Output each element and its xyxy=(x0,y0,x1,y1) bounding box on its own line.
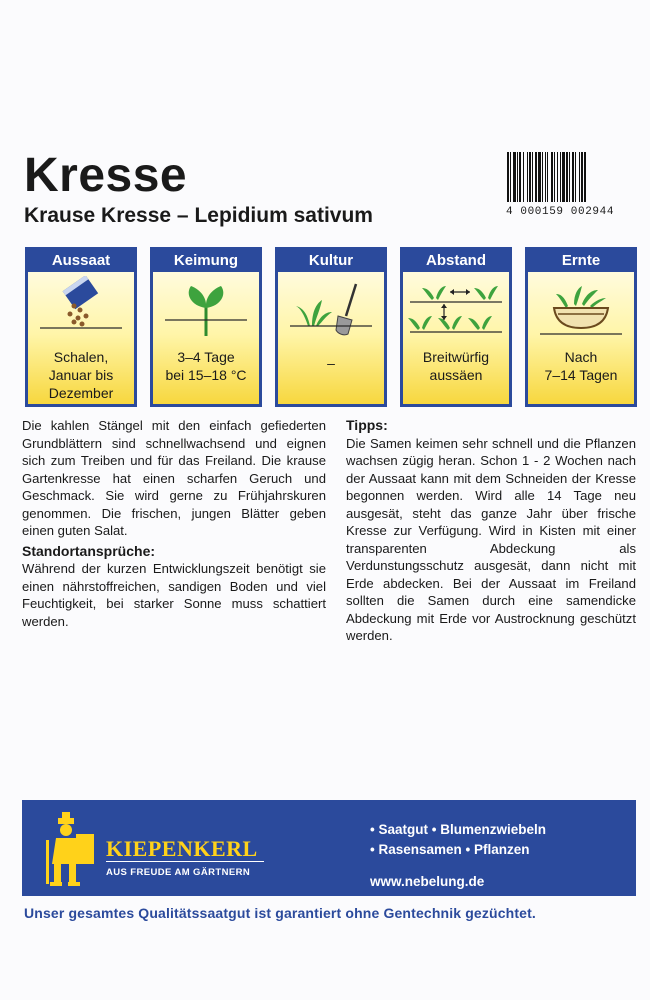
plant-spade-icon xyxy=(278,272,384,344)
card-ernte xyxy=(525,247,637,407)
card-label: Abstand xyxy=(403,250,509,272)
brand-banner xyxy=(22,800,636,896)
page-title: Kresse xyxy=(24,149,188,202)
kiepenkerl-mascot-icon xyxy=(44,812,102,888)
website-link[interactable]: www.nebelung.de xyxy=(370,874,485,889)
card-label: Kultur xyxy=(278,250,384,272)
harvest-bowl-icon xyxy=(528,272,634,344)
barcode xyxy=(506,152,628,216)
brand-name: KIEPENKERL xyxy=(106,836,258,861)
card-label: Aussaat xyxy=(28,250,134,272)
card-text: Nach 7–14 Tagen xyxy=(544,349,618,383)
location-heading: Standortansprüche: xyxy=(22,542,156,559)
page-subtitle: Krause Kresse – Lepidium sativum xyxy=(24,204,373,227)
card-text: – xyxy=(327,355,335,371)
links-line-1: • Saatgut • Blumenzwiebeln xyxy=(370,822,546,837)
plant-spacing-icon xyxy=(403,272,509,344)
barcode-number: 4 000159 002944 xyxy=(506,206,615,218)
card-text: 3–4 Tage bei 15–18 °C xyxy=(165,349,247,383)
product-links xyxy=(370,820,546,892)
description-column xyxy=(22,417,326,630)
links-line-2: • Rasensamen • Pflanzen xyxy=(370,842,530,857)
description-intro: Die kahlen Stängel mit den einfach gefiederten Grundblättern sind schnellwachsend und eignen sich zum Treiben und für das Freiland. Die krause Gartenkresse hat einen scharfen Geruch und Geschmack. Sie wird gerne zu Frühjahrskuren genommen. Die frischen, jungen Blätter geben einen guten Salat. xyxy=(22,418,326,538)
seed-packet-icon xyxy=(28,272,134,344)
card-kultur xyxy=(275,247,387,407)
card-text: Schalen, Januar bis Dezember xyxy=(48,349,114,401)
card-aussaat xyxy=(25,247,137,407)
brand-divider xyxy=(106,861,264,862)
location-text: Während der kurzen Entwicklungszeit benötigt sie einen nährstoffreichen, sandigen Boden und viel Feuchtigkeit, bei starker Sonne muss schattiert werden. xyxy=(22,561,326,629)
seedling-icon xyxy=(153,272,259,344)
tips-column xyxy=(346,417,636,645)
card-abstand xyxy=(400,247,512,407)
tips-text: Die Samen keimen sehr schnell und die Pflanzen wachsen zügig heran. Schon 1 - 2 Wochen nach der Aussaat kann mit dem Schneiden der Kresse begonnen werden. Wird alle 14 Tage neu ausgesät, steht das ganze Jahr über frische Kresse zur Verfügung. Wird in Kisten mit einer transparenten Abdeckung als Verdunstungsschutz ausgesät, dann nicht mit Erde abdecken. Bei der Aussaat im Freiland sollten die Samen durch eine samendicke Abdeckung mit Erde vor Austrocknung geschützt werden. xyxy=(346,435,636,643)
tips-heading: Tipps: xyxy=(346,417,388,433)
barcode-bars xyxy=(506,152,628,202)
card-label: Keimung xyxy=(153,250,259,272)
card-label: Ernte xyxy=(528,250,634,272)
card-keimung xyxy=(150,247,262,407)
brand-tagline: AUS FREUDE AM GÄRTNERN xyxy=(106,867,251,878)
gmo-free-note: Unser gesamtes Qualitätssaatgut ist garantiert ohne Gentechnik gezüchtet. xyxy=(24,905,536,921)
card-text: Breitwürfig aussäen xyxy=(422,349,490,383)
